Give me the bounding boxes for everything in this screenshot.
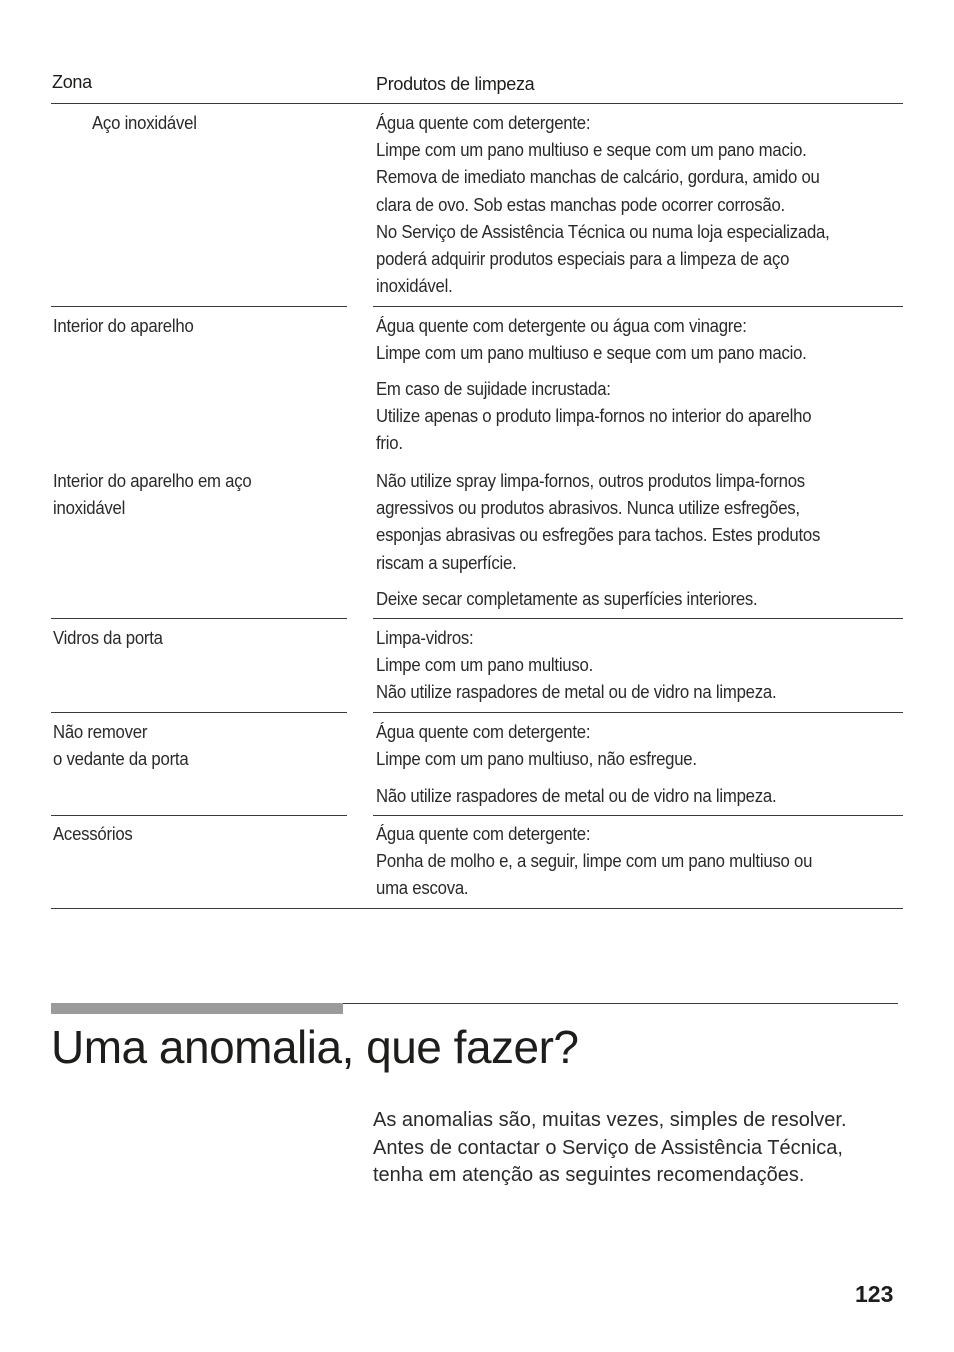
products-text: No Serviço de Assistência Técnica ou numa loja especializada,	[376, 221, 830, 242]
table-row-zone	[53, 313, 194, 340]
products-text: Água quente com detergente ou água com vinagre:	[376, 316, 747, 336]
products-text: Utilize apenas o produto limpa-fornos no interior do aparelho	[376, 406, 812, 427]
table-row-zone	[53, 625, 163, 652]
products-text: agressivos ou produtos abrasivos. Nunca utilize esfregões,	[376, 498, 800, 519]
row-divider-zone	[51, 306, 347, 307]
table-row-zone	[53, 821, 133, 848]
products-text: poderá adquirir produtos especiais para a limpeza de aço	[376, 249, 790, 270]
zone-text: Não remover	[53, 722, 148, 742]
table-row-products	[376, 110, 830, 300]
products-text: uma escova.	[376, 878, 469, 899]
table-header-rule	[51, 103, 903, 104]
products-text: Água quente com detergente:	[376, 824, 591, 844]
products-text: riscam a superfície.	[376, 552, 517, 573]
products-text: Limpe com um pano multiuso e seque com um pano macio.	[376, 343, 807, 364]
products-text: Limpe com um pano multiuso, não esfregue.	[376, 749, 697, 770]
products-text: Ponha de molho e, a seguir, limpe com um pano multiuso ou	[376, 851, 813, 872]
zone-text: Vidros da porta	[53, 628, 163, 648]
table-row-zone	[53, 468, 251, 522]
products-text: Água quente com detergente:	[376, 113, 591, 133]
products-text: Água quente com detergente:	[376, 722, 591, 742]
table-row-products	[376, 625, 776, 707]
table-row-zone	[92, 110, 197, 137]
products-text: Não utilize raspadores de metal ou de vidro na limpeza.	[376, 682, 777, 703]
zone-text: Acessórios	[53, 824, 133, 844]
row-divider-products	[373, 306, 903, 307]
zone-text: o vedante da porta	[53, 749, 189, 770]
products-text: inoxidável.	[376, 276, 453, 297]
table-row-products	[376, 376, 811, 458]
section-intro	[373, 1107, 847, 1190]
table-row-products	[376, 586, 757, 613]
products-text: Não utilize spray limpa-fornos, outros produtos limpa-fornos	[376, 471, 805, 491]
table-bottom-rule	[51, 908, 903, 909]
products-text: Limpa-vidros:	[376, 628, 474, 648]
row-divider-zone	[51, 712, 347, 713]
section-title: Uma anomalia, que fazer?	[51, 1021, 579, 1073]
table-row-products	[376, 719, 697, 773]
products-text: frio.	[376, 433, 403, 454]
table-row-zone	[53, 719, 188, 773]
section-rule	[343, 1003, 898, 1004]
table-row-products	[376, 313, 807, 367]
table-row-products	[376, 468, 820, 577]
row-divider-zone	[51, 815, 347, 816]
zone-text: inoxidável	[53, 498, 126, 519]
table-row-products	[376, 821, 812, 903]
table-row-products	[376, 783, 776, 810]
products-text: esponjas abrasivas ou esfregões para tachos. Estes produtos	[376, 525, 821, 546]
zone-text: Interior do aparelho em aço	[53, 471, 252, 491]
row-divider-products	[373, 815, 903, 816]
zone-text: Aço inoxidável	[92, 113, 197, 133]
products-text: Limpe com um pano multiuso.	[376, 655, 594, 676]
row-divider-products	[373, 618, 903, 619]
row-divider-zone	[51, 618, 347, 619]
products-text: Remova de imediato manchas de calcário, gordura, amido ou	[376, 167, 820, 188]
intro-line: Antes de contactar o Serviço de Assistência Técnica,	[373, 1136, 843, 1159]
row-divider-products	[373, 712, 903, 713]
products-text: Deixe secar completamente as superfícies interiores.	[376, 589, 758, 609]
products-text: Limpe com um pano multiuso e seque com um pano macio.	[376, 140, 807, 161]
column-header-products: Produtos de limpeza	[376, 74, 535, 94]
products-text: clara de ovo. Sob estas manchas pode ocorrer corrosão.	[376, 194, 785, 215]
products-text: Em caso de sujidade incrustada:	[376, 379, 611, 399]
column-header-zone: Zona	[52, 72, 92, 92]
page-number: 123	[855, 1281, 894, 1307]
intro-line: As anomalias são, muitas vezes, simples de resolver.	[373, 1109, 847, 1131]
zone-text: Interior do aparelho	[53, 316, 194, 336]
intro-line: tenha em atenção as seguintes recomendações.	[373, 1164, 805, 1186]
section-accent-bar	[51, 1003, 343, 1014]
products-text: Não utilize raspadores de metal ou de vidro na limpeza.	[376, 786, 777, 806]
